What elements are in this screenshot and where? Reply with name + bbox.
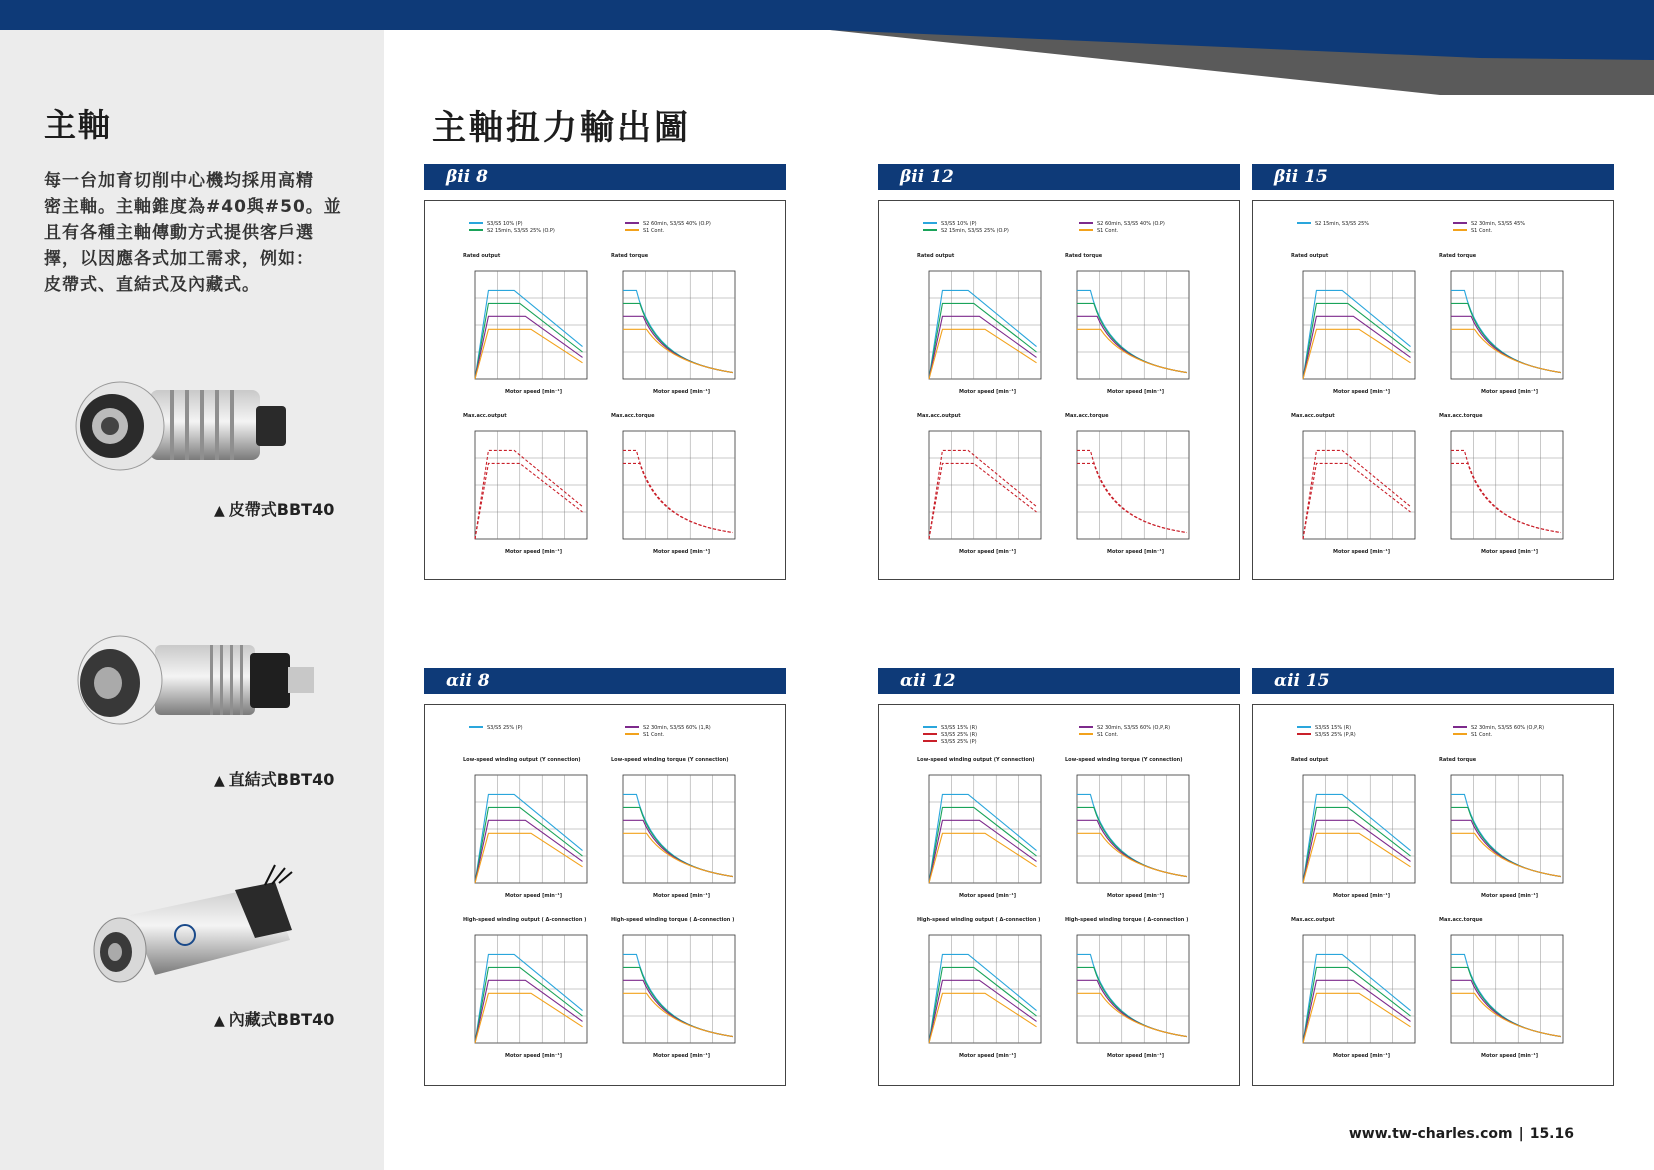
chart-box <box>424 200 786 580</box>
built-in-spindle-image <box>60 860 320 1000</box>
curve-series <box>475 820 583 883</box>
curve-series <box>623 980 733 1036</box>
legend-label: S1 Cont. <box>643 732 665 738</box>
caption-belt: ▲ 皮帶式BBT40 <box>214 500 335 519</box>
caption-direct: ▲ 直結式BBT40 <box>214 770 335 789</box>
curve-series <box>1303 980 1411 1043</box>
curve-series <box>623 463 733 532</box>
footer-separator: | <box>1518 1126 1524 1142</box>
legend-label: S3/S5 25% (R) <box>941 732 978 738</box>
legend-label: S2 15min, S3/S5 25% (O.P) <box>487 228 555 234</box>
curve-series <box>475 967 583 1043</box>
chart-title: Rated output <box>917 253 955 259</box>
curve-series <box>929 807 1037 883</box>
legend-label: S2 30min, S3/S5 45% <box>1471 221 1526 227</box>
chart-title: Low-speed winding torque (Y connection) <box>611 757 729 763</box>
axis-label: Motor speed [min⁻¹] <box>1481 893 1538 899</box>
axis-label: Motor speed [min⁻¹] <box>1333 893 1390 899</box>
curve-series <box>1451 993 1561 1036</box>
curve-series <box>623 316 733 372</box>
curve-series <box>929 329 1037 379</box>
curve-series <box>1303 450 1411 539</box>
curve-series <box>623 329 733 372</box>
spindle-description: 每一台加育切削中心機均採用高精 密主軸。主軸錐度為#40與#50。並 且有各種主軸傳動方式提供客戶選 擇，以因應各式加工需求，例如： 皮帶式、直結式及內藏式。 <box>44 171 342 295</box>
chart-title: Rated torque <box>611 253 649 259</box>
chart-title: Max.acc.output <box>463 413 507 419</box>
axis-label: Motor speed [min⁻¹] <box>959 549 1016 555</box>
curve-series <box>1303 463 1411 539</box>
page-number: 15.16 <box>1529 1126 1574 1142</box>
curve-series <box>1077 980 1187 1036</box>
curve-series <box>1303 820 1411 883</box>
legend-label: S3/S5 10% (P) <box>941 221 977 227</box>
curve-series <box>623 290 733 372</box>
chart-title: Rated output <box>1291 757 1329 763</box>
curve-series <box>623 993 733 1036</box>
curve-series <box>929 833 1037 883</box>
curve-series <box>623 794 733 876</box>
curve-series <box>1303 316 1411 379</box>
curve-series <box>475 833 583 883</box>
chart-title: Max.acc.torque <box>1439 413 1483 419</box>
direct-spindle-image <box>60 625 320 735</box>
legend-label: S3/S5 25% (P) <box>941 739 977 745</box>
axis-label: Motor speed [min⁻¹] <box>959 389 1016 395</box>
legend-label: S1 Cont. <box>643 228 665 234</box>
axis-label: Motor speed [min⁻¹] <box>653 893 710 899</box>
curve-series <box>1451 833 1561 876</box>
caption-built-in: ▲ 內藏式BBT40 <box>214 1010 335 1029</box>
chart-title: High-speed winding output ( Δ-connection ) <box>917 917 1041 923</box>
chart-box <box>1252 704 1614 1086</box>
curve-series <box>1451 290 1561 372</box>
chart-title: Max.acc.output <box>917 413 961 419</box>
legend-label: S1 Cont. <box>1471 732 1493 738</box>
curve-series <box>475 463 583 539</box>
axis-label: Motor speed [min⁻¹] <box>653 389 710 395</box>
curve-series <box>1451 303 1561 372</box>
curve-series <box>623 833 733 876</box>
legend-label: S3/S5 25% (P,R) <box>1315 732 1356 738</box>
curve-series <box>929 316 1037 379</box>
curve-series <box>475 993 583 1043</box>
axis-label: Motor speed [min⁻¹] <box>1481 389 1538 395</box>
footer <box>1349 1126 1574 1142</box>
panel-title: βii 15 <box>1252 164 1614 190</box>
legend-label: S2 30min, S3/S5 60% (O,P,R) <box>1097 725 1171 731</box>
chart-title: Rated torque <box>1439 253 1477 259</box>
curve-series <box>623 954 733 1036</box>
panel-alpha-12 <box>878 668 1240 1086</box>
curve-series <box>1077 820 1187 876</box>
curve-series <box>475 329 583 379</box>
curve-series <box>623 303 733 372</box>
curve-series <box>1451 329 1561 372</box>
axis-label: Motor speed [min⁻¹] <box>1481 549 1538 555</box>
panel-alpha-8 <box>424 668 786 1086</box>
curve-series <box>475 980 583 1043</box>
curve-series <box>1077 450 1187 532</box>
panel-title: αii 12 <box>878 668 1240 694</box>
curve-series <box>623 820 733 876</box>
curve-series <box>1451 980 1561 1036</box>
curve-series <box>1077 303 1187 372</box>
curve-series <box>1451 820 1561 876</box>
curve-series <box>1451 967 1561 1036</box>
legend-label: S3/S5 15% (R) <box>1315 725 1352 731</box>
curve-series <box>1303 993 1411 1043</box>
curve-series <box>1077 794 1187 876</box>
chart-box <box>878 200 1240 580</box>
legend-label: S1 Cont. <box>1097 732 1119 738</box>
axis-label: Motor speed [min⁻¹] <box>653 549 710 555</box>
chart-title: Low-speed winding output (Y connection) <box>917 757 1035 763</box>
panel-title: βii 8 <box>424 164 786 190</box>
axis-label: Motor speed [min⁻¹] <box>1333 549 1390 555</box>
axis-label: Motor speed [min⁻¹] <box>1107 389 1164 395</box>
curve-series <box>1077 807 1187 876</box>
chart-title: Max.acc.output <box>1291 917 1335 923</box>
curve-series <box>1303 329 1411 379</box>
curve-series <box>1451 316 1561 372</box>
curve-series <box>623 967 733 1036</box>
axis-label: Motor speed [min⁻¹] <box>505 893 562 899</box>
axis-label: Motor speed [min⁻¹] <box>505 549 562 555</box>
chart-box <box>1252 200 1614 580</box>
belt-spindle-image <box>60 368 300 488</box>
chart-box <box>878 704 1240 1086</box>
chart-title: High-speed winding output ( Δ-connection ) <box>463 917 587 923</box>
curve-series <box>929 980 1037 1043</box>
curve-series <box>929 967 1037 1043</box>
panel-title: βii 12 <box>878 164 1240 190</box>
chart-title: Low-speed winding output (Y connection) <box>463 757 581 763</box>
axis-label: Motor speed [min⁻¹] <box>1333 1053 1390 1059</box>
curve-series <box>1451 450 1561 532</box>
curve-series <box>929 303 1037 379</box>
axis-label: Motor speed [min⁻¹] <box>959 893 1016 899</box>
legend-label: S1 Cont. <box>1471 228 1493 234</box>
curve-series <box>1077 967 1187 1036</box>
panel-beta-8 <box>424 164 786 580</box>
chart-title: Rated output <box>1291 253 1329 259</box>
axis-label: Motor speed [min⁻¹] <box>505 389 562 395</box>
legend-label: S2 15min, S3/S5 25% <box>1315 221 1370 227</box>
chart-title: High-speed winding torque ( Δ-connection ) <box>1065 917 1189 923</box>
curve-series <box>1077 329 1187 372</box>
chart-box <box>424 704 786 1086</box>
curve-series <box>475 450 583 539</box>
curve-series <box>475 807 583 883</box>
legend-label: S3/S5 10% (P) <box>487 221 523 227</box>
spindle-title: 主軸 <box>44 106 113 144</box>
curve-series <box>1077 833 1187 876</box>
chart-title: High-speed winding torque ( Δ-connection ) <box>611 917 735 923</box>
curve-series <box>1451 954 1561 1036</box>
legend-label: S2 60min, S3/S5 40% (O.P) <box>1097 221 1165 227</box>
curve-series <box>1077 290 1187 372</box>
curve-series <box>1303 967 1411 1043</box>
chart-title: Rated torque <box>1065 253 1103 259</box>
axis-label: Motor speed [min⁻¹] <box>653 1053 710 1059</box>
legend-label: S3/S5 15% (R) <box>941 725 978 731</box>
curve-series <box>1077 463 1187 532</box>
panel-beta-15 <box>1252 164 1614 580</box>
curve-series <box>623 807 733 876</box>
curve-series <box>929 820 1037 883</box>
curve-series <box>475 303 583 379</box>
panel-title: αii 8 <box>424 668 786 694</box>
panel-beta-12 <box>878 164 1240 580</box>
curve-series <box>929 463 1037 539</box>
legend-label: S2 60min, S3/S5 40% (O.P) <box>643 221 711 227</box>
chart-title: Rated torque <box>1439 757 1477 763</box>
curve-series <box>1077 993 1187 1036</box>
panel-title: αii 15 <box>1252 668 1614 694</box>
curve-series <box>929 450 1037 539</box>
axis-label: Motor speed [min⁻¹] <box>1481 1053 1538 1059</box>
axis-label: Motor speed [min⁻¹] <box>959 1053 1016 1059</box>
curve-series <box>1077 316 1187 372</box>
curve-series <box>1077 954 1187 1036</box>
footer-url[interactable]: www.tw-charles.com <box>1348 1126 1513 1142</box>
curve-series <box>1451 463 1561 532</box>
panel-alpha-15 <box>1252 668 1614 1086</box>
curve-series <box>623 450 733 532</box>
legend-label: S2 30min, S3/S5 60% (O,P,R) <box>1471 725 1545 731</box>
curve-series <box>1303 807 1411 883</box>
chart-title: Max.acc.torque <box>1439 917 1483 923</box>
curve-series <box>1451 807 1561 876</box>
curve-series <box>1303 833 1411 883</box>
axis-label: Motor speed [min⁻¹] <box>1107 893 1164 899</box>
curve-series <box>929 993 1037 1043</box>
curve-series <box>475 316 583 379</box>
chart-title: Low-speed winding torque (Y connection) <box>1065 757 1183 763</box>
legend-label: S2 15min, S3/S5 25% (O.P) <box>941 228 1009 234</box>
curve-series <box>1451 794 1561 876</box>
chart-title: Max.acc.torque <box>611 413 655 419</box>
legend-label: S3/S5 25% (P) <box>487 725 523 731</box>
legend-label: S1 Cont. <box>1097 228 1119 234</box>
chart-title: Max.acc.torque <box>1065 413 1109 419</box>
chart-title: Rated output <box>463 253 501 259</box>
chart-title: Max.acc.output <box>1291 413 1335 419</box>
torque-chart-title: 主軸扭力輸出圖 <box>432 108 691 148</box>
legend-label: S2 30min, S3/S5 60% (1,R) <box>643 725 711 731</box>
axis-label: Motor speed [min⁻¹] <box>1333 389 1390 395</box>
curve-series <box>1303 303 1411 379</box>
axis-label: Motor speed [min⁻¹] <box>1107 1053 1164 1059</box>
axis-label: Motor speed [min⁻¹] <box>505 1053 562 1059</box>
axis-label: Motor speed [min⁻¹] <box>1107 549 1164 555</box>
